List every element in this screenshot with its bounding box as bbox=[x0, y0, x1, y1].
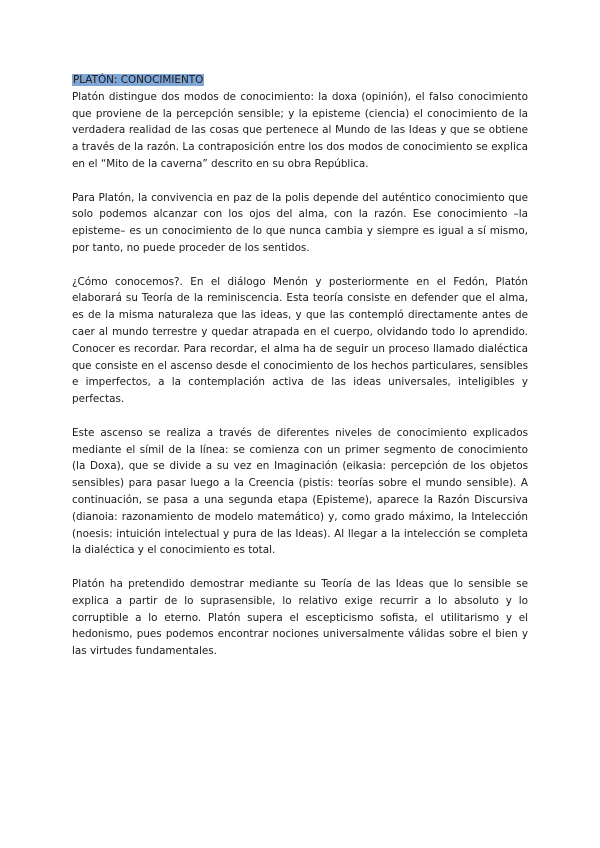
paragraph-conclusion: Platón ha pretendido demostrar mediante su Teoría de las Ideas que lo sensible se explica a partir de lo suprasensible, lo relativo exige recurrir a lo absoluto y lo corruptible a lo eterno. Platón supera el escepticismo sofista, el utilitarismo y el hedonismo, pues podemos encontrar nociones universalmente válidas sobre el bien y las virtudes fundamentales. bbox=[72, 577, 528, 658]
paragraph-polis: Para Platón, la convivencia en paz de la polis depende del auténtico conocimiento que solo podemos alcanzar con los ojos del alma, con la razón. Ese conocimiento –la episteme– es un conocimiento de lo que nunca cambia y siempre es igual a sí mismo, por tanto, no puede proceder de los sentidos. bbox=[72, 191, 528, 254]
paragraph-intro: Platón distingue dos modos de conocimiento: la doxa (opinión), el falso conocimiento que proviene de la percepción sensible; y la episteme (ciencia) el conocimiento de la verdadera realidad de las cosas que pertenece al Mundo de las Ideas y que se obtiene a través de la razón. La contraposición entre los dos modos de conocimiento se explica en el “Mito de la caverna” descrito en su obra República. bbox=[72, 90, 528, 170]
paragraph-line-simile: Este ascenso se realiza a través de diferentes niveles de conocimiento explicados mediante el símil de la línea: se comienza con un primer segmento de conocimiento (la Doxa), que se divide a su vez en Imaginación (eikasia: percepción de los objetos sensibles) para pasar luego a la Creencia (pistis: teorías sobre el mundo sensible). A continuación, se pasa a una segunda etapa (Episteme), aparece la Razón Discursiva (dianoia: razonamiento de modelo matemático) y, como grado máximo, la Intelección (noesis: intuición intelectual y pura de las Ideas). Al llegar a la intelección se completa la dialéctica y el conocimiento es total. bbox=[72, 426, 528, 557]
title-line bbox=[72, 72, 528, 89]
document-title[interactable]: PLATÓN: CONOCIMIENTO bbox=[73, 74, 204, 86]
document-body bbox=[72, 72, 528, 677]
paragraph-reminiscence: ¿Cómo conocemos?. En el diálogo Menón y posteriormente en el Fedón, Platón elaborará su Teoría de la reminiscencia. Esta teoría consiste en defender que el alma, es de la misma naturaleza que las ideas, y que las contempló directamente antes de caer al mundo terrestre y quedar atrapada en el cuerpo, olvidando todo lo aprendido. Conocer es recordar. Para recordar, el alma ha de seguir un proceso llamado dialéctica que consiste en el ascenso desde el conocimiento de los hechos particulares, sensibles e imperfectos, a la contemplación activa de las ideas universales, inteligibles y perfectas. bbox=[72, 275, 528, 406]
